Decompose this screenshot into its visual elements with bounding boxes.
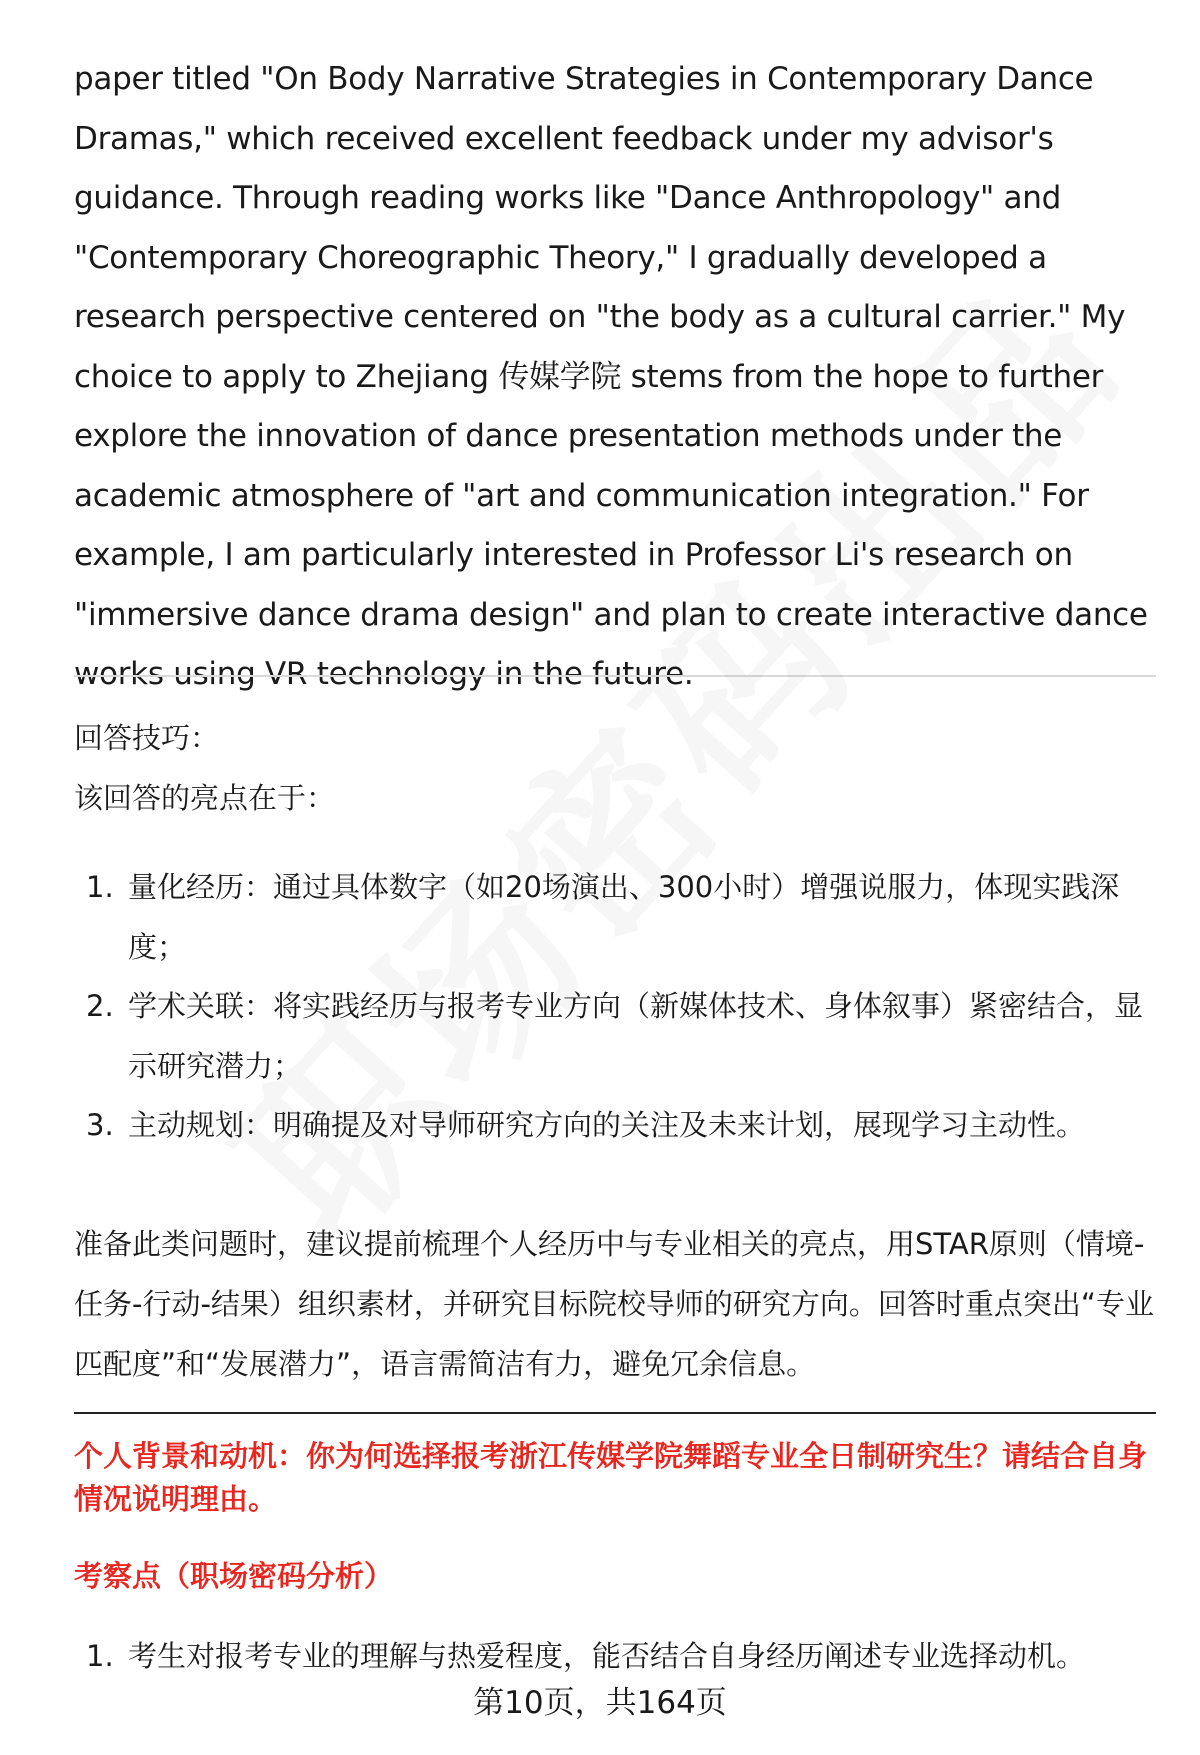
list-item [74,1096,1156,1156]
list-number: 2. [86,989,114,1023]
interview-question: 个人背景和动机：你为何选择报考浙江传媒学院舞蹈专业全日制研究生？请结合自身情况说明理由。 [74,1439,1148,1516]
list-item-text: 考生对报考专业的理解与热爱程度，能否结合自身经历阐述专业选择动机。 [128,1639,1086,1673]
list-item-text: 学术关联：将实践经历与报考专业方向（新媒体技术、身体叙事）紧密结合，显示研究潜力； [128,989,1144,1083]
intro-paragraph: paper titled "On Body Narrative Strategies in Contemporary Dance Dramas," which received excellent feedback under my advisor's guidance. Through reading works like "Dance Anthropology" and "Contemporary Choreographic Theory," I gradually developed a research perspective centered on "the body as a cultural carrier." My choice to apply to Zhejiang 传媒学院 stems from the hope to further explore the innovation of dance presentation methods under the academic atmosphere of "art and communication integration." For example, I am particularly interested in Professor Li's research on "immersive dance drama design" and plan to create interactive dance works using VR technology in the future. [74,61,1148,692]
tips-intro: 该回答的亮点在于： [74,781,336,815]
list-number: 1. [86,870,114,904]
tips-heading: 回答技巧： [74,721,220,755]
list-item-text: 量化经历：通过具体数字（如20场演出、300小时）增强说服力，体现实践深度； [128,870,1120,964]
list-number: 1. [86,1639,114,1673]
list-item [74,858,1156,977]
list-item-text: 主动规划：明确提及对导师研究方向的关注及未来计划，展现学习主动性。 [128,1108,1086,1142]
tips-list [74,858,1156,1156]
section-divider [74,675,1156,677]
list-item [74,977,1156,1096]
question-divider [74,1412,1156,1414]
list-number: 3. [86,1108,114,1142]
exam-points-heading: 考察点（职场密码分析） [74,1559,394,1593]
advice-paragraph: 准备此类问题时，建议提前梳理个人经历中与专业相关的亮点，用STAR原则（情境-任务-行动-结果）组织素材，并研究目标院校导师的研究方向。回答时重点突出“专业匹配度”和“发展潜力”，语言需简洁有力，避免冗余信息。 [74,1227,1154,1381]
page-footer: 第10页，共164页 [473,1685,727,1721]
